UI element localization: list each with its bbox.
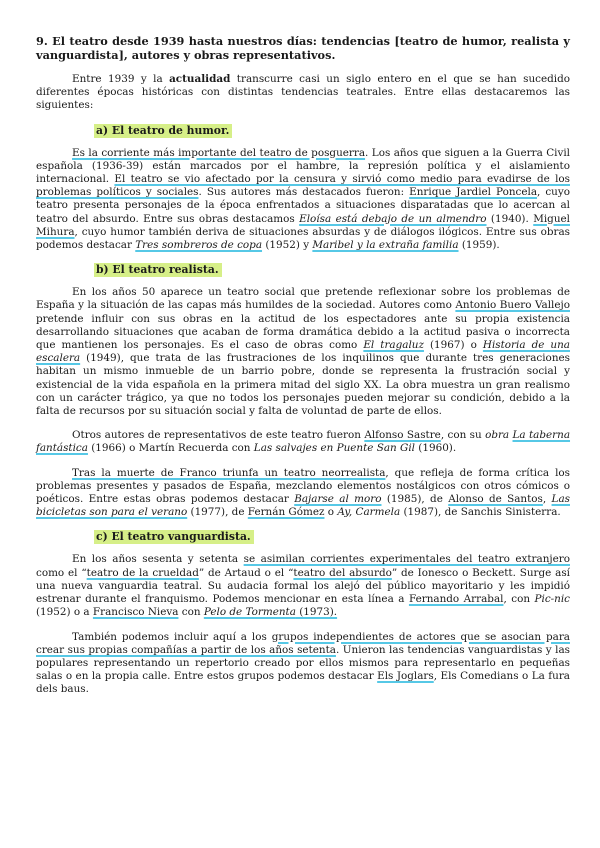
text: , Els Comedians o La fura dels baus.	[36, 670, 570, 696]
work-title: Las salvajes en Puente San Gil	[253, 442, 415, 455]
text: (1952) o a	[36, 606, 93, 619]
text: con	[178, 606, 204, 619]
section-a-title: a) El teatro de humor.	[94, 124, 232, 138]
section-c-title: c) El teatro vanguardista.	[94, 530, 254, 544]
underlined-author: Alonso de Santos	[448, 493, 543, 506]
realism-paragraph-3	[36, 467, 570, 520]
underlined-work-title: Pelo de Tormenta	[203, 606, 296, 619]
underlined-author: Antonio Buero Vallejo	[455, 299, 570, 312]
section-b-title: b) El teatro realista.	[94, 263, 222, 277]
document-heading: 9. El teatro desde 1939 hasta nuestros días: tendencias [teatro de humor, realista y vanguardista], autores y obras representativos.	[36, 34, 570, 62]
text: Entre 1939 y la	[72, 73, 170, 85]
avant-garde-paragraph-2	[36, 631, 570, 697]
underlined-author: Enrique Jardiel Poncela	[409, 186, 538, 199]
text: (1985), de	[381, 493, 449, 506]
humor-paragraph	[36, 147, 570, 253]
text: (1977), de	[187, 506, 248, 519]
underlined-work-title: Bajarse al moro	[294, 493, 382, 506]
underlined-text: Es la corriente más importante del teatro de posguerra	[72, 146, 366, 159]
text: (1949), que trata de las frustraciones de los inquilinos que durante tres generaciones habitan un mismo inmueble de un barrio pobre, donde se representa la frustración social y existencial de la vida española en la primera mitad del siglo XX. La obra muestra un gran realismo con un carácter trágico, ya que no todos los personajes pueden mejorar su condición, debido a la falta de recursos por su situación social y falta de voluntad de parte de ellos.	[36, 352, 570, 418]
section-c-title-row	[94, 530, 570, 544]
text: En los años sesenta y setenta	[72, 553, 244, 566]
text: ,	[542, 493, 552, 506]
underlined-text: teatro de la crueldad	[86, 566, 199, 579]
italic-text: obra	[485, 429, 513, 442]
underlined-work-title: Eloísa está debajo de un almendro	[299, 212, 487, 225]
text: (1960).	[415, 442, 457, 455]
text: , cuyo teatro presenta personajes de la época enfrentados a situaciones disparatadas que lo acercan al teatro del absurdo. Entre sus obras destacamos	[36, 186, 570, 225]
text: (1940).	[486, 212, 534, 225]
text: En los años 50 aparece un teatro social que pretende reflexionar sobre los problemas de España y la situación de las capas más humildes de la sociedad. Autores como	[36, 286, 570, 312]
underlined-work-title: El tragaluz	[363, 339, 424, 352]
realism-paragraph-1	[36, 286, 570, 418]
text: transcurre casi un siglo entero en el que se han sucedido diferentes épocas históricas con distintas tendencias teatrales. Entre ellas destacaremos las siguientes:	[36, 73, 570, 112]
bold-term: actualidad	[169, 73, 231, 85]
text: o	[324, 506, 338, 519]
text: , cuyo humor también deriva de situaciones absurdas y de diálogos ilógicos. Entre sus obras podemos destacar	[36, 225, 570, 252]
underlined-text: grupos independientes de actores que se asocian para crear sus propias compañías a partir de los años setenta	[36, 630, 570, 656]
work-title: Pic-nic	[534, 593, 570, 606]
section-a-title-row	[94, 124, 570, 138]
underlined-author: Miguel Mihura	[36, 212, 570, 238]
text: pretende influir con sus obras en la actitud de los espectadores ante su propia existencia desarrollando situaciones que acaban de forma dramática debido a la actitud pasiva o incorrecta que mantienen los personajes. Es el caso de obras como	[36, 312, 570, 352]
text: , con su	[440, 429, 486, 442]
work-title: Ay, Carmela	[337, 506, 401, 519]
text: . Sus autores más destacados fueron:	[198, 186, 410, 199]
underlined-author: Fernán Gómez	[247, 506, 325, 519]
underlined-text: El teatro se vio afectado por la censura y sirvió como medio para evadirse de los problemas políticos y sociales	[36, 173, 570, 199]
underlined-author: Fernando Arrabal	[408, 593, 504, 606]
text: , con	[503, 593, 535, 606]
intro-paragraph	[36, 73, 570, 113]
text: (1967) o	[423, 339, 483, 352]
text: (1952) y	[262, 239, 313, 252]
text: También podemos incluir aquí a los	[72, 630, 272, 643]
underlined-text: teatro del absurdo	[293, 566, 392, 579]
text: (1987), de Sanchis Sinisterra.	[400, 506, 561, 519]
underlined-author: Alfonso Sastre	[364, 429, 441, 442]
underlined-work-title: La taberna fantástica	[36, 429, 571, 455]
text: como el “	[36, 566, 87, 579]
underlined-text: Tras la muerte de Franco triunfa un teatro neorrealista	[72, 466, 386, 479]
avant-garde-paragraph-1	[36, 553, 570, 619]
text: . Los años que siguen a la Guerra Civil española (1936-39) están marcados por el hambre, la represión política y el aislamiento internacional.	[36, 146, 570, 186]
underlined-work-title: Las bicicletas son para el verano	[36, 493, 570, 519]
underlined-work-title: Tres sombreros de copa	[135, 239, 263, 252]
text: . Unieron las tendencias vanguardistas y las populares representando un repertorio creado por ellos mismos para representarlo en pequeñas salas o en la propia calle. Entre estos grupos podemos destacar	[36, 643, 570, 683]
underlined-work-title: Historia de una escalera	[36, 339, 570, 365]
underlined-text: Els Joglars	[377, 670, 434, 683]
text: (1966) o Martín Recuerda con	[87, 442, 254, 455]
underlined-work-title: Maribel y la extraña familia	[312, 239, 459, 252]
realism-paragraph-2	[36, 429, 570, 455]
text: , que refleja de forma crítica los problemas presentes y pasados de España, mezclando elementos nostálgicos con otros cómicos o poéticos. Entre estas obras podemos destacar	[36, 466, 570, 506]
text: (1959).	[458, 239, 500, 252]
section-b-title-row	[94, 263, 570, 277]
underlined-text: se asimilan corrientes experimentales del teatro extranjero	[243, 553, 570, 566]
underlined-author: Francisco Nieva	[92, 606, 179, 619]
text: ” de Artaud o el “	[198, 566, 294, 579]
text: ” de Ionesco o Beckett. Surge así una nueva vanguardia teatral. Su audacia formal los alejó del público mayoritario y les impidió estrenar durante el franquismo. Podemos mencionar en esta línea a	[36, 566, 570, 606]
text: Otros autores de representativos de este teatro fueron	[72, 429, 365, 442]
underlined-text: (1973).	[295, 606, 338, 619]
